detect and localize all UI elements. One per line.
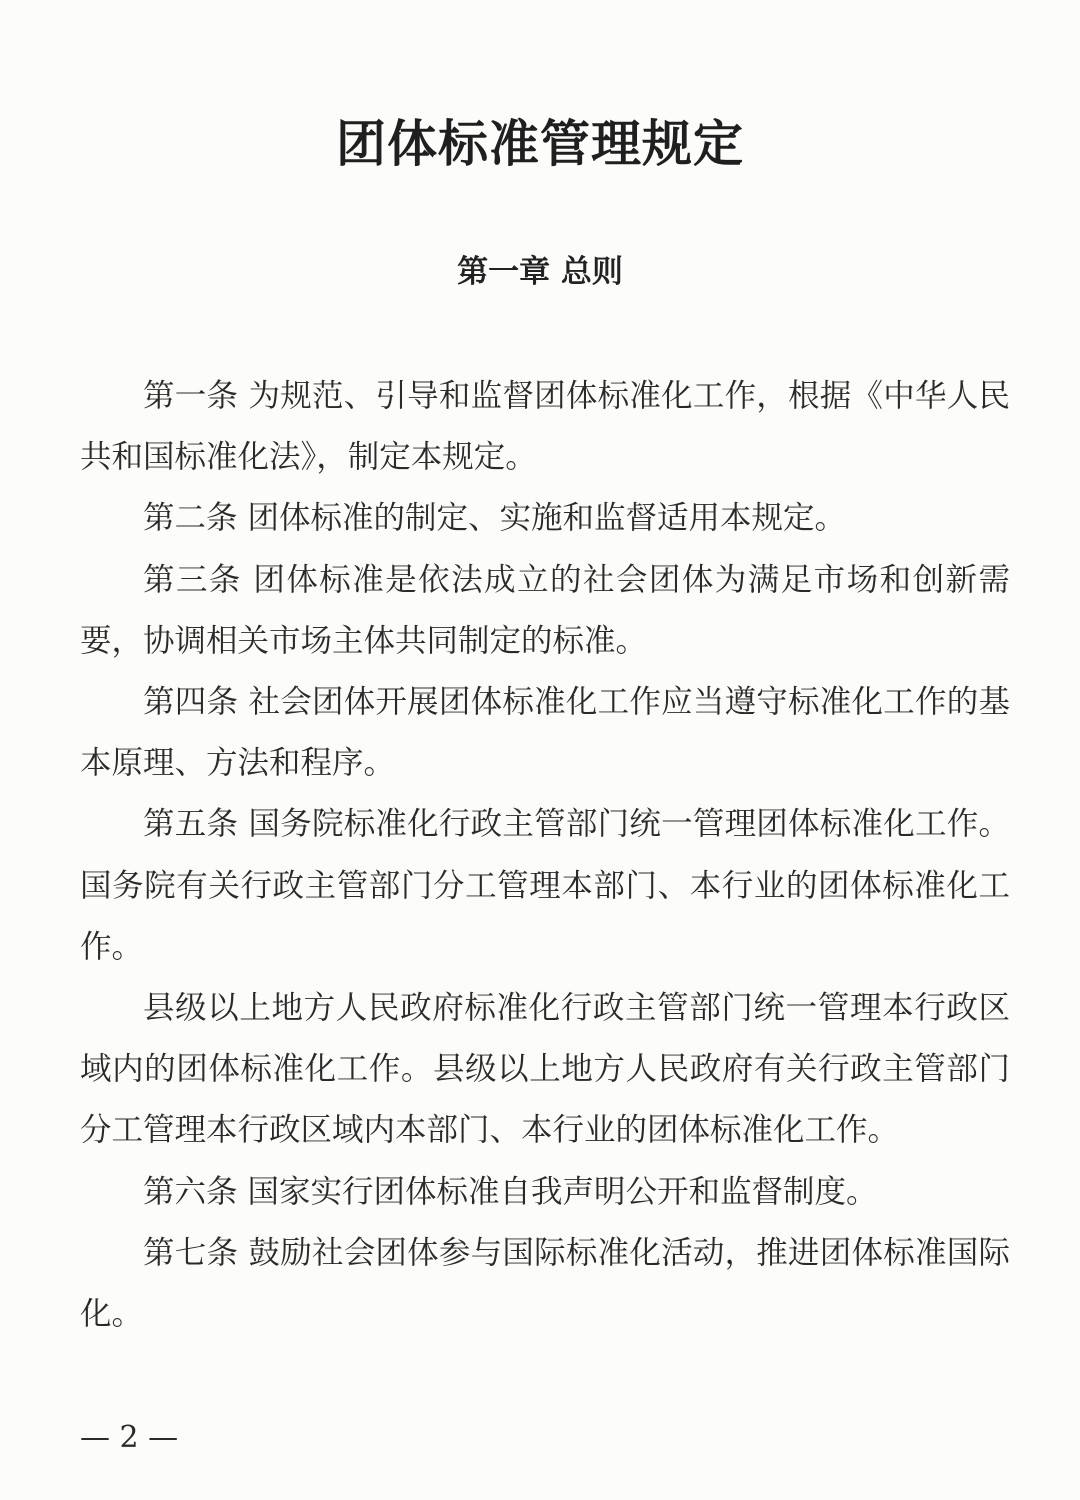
chapter-heading: 第一章 总则 xyxy=(457,254,623,290)
article-4-paragraph: 第四条 社会团体开展团体标准化工作应当遵守标准化工作的基本原理、方法和程序。 xyxy=(80,684,1010,782)
article-7-paragraph: 第七条 鼓励社会团体参与国际标准化活动，推进团体标准国际化。 xyxy=(80,1234,1010,1333)
document-body xyxy=(80,366,1010,1345)
article-1-paragraph: 第一条 为规范、引导和监督团体标准化工作，根据《中华人民共和国标准化法》，制定本规定。 xyxy=(80,378,1010,476)
article-2-paragraph: 第二条 团体标准的制定、实施和监督适用本规定。 xyxy=(143,500,847,537)
document-title: 团体标准管理规定 xyxy=(336,115,744,173)
article-3-paragraph: 第三条 团体标准是依法成立的社会团体为满足市场和创新需要，协调相关市场主体共同制定的标准。 xyxy=(80,561,1010,659)
article-5-continuation-paragraph: 县级以上地方人民政府标准化行政主管部门统一管理本行政区域内的团体标准化工作。县级以上地方人民政府有关行政主管部门分工管理本行政区域内本部门、本行业的团体标准化工作。 xyxy=(80,990,1010,1149)
article-5-paragraph: 第五条 国务院标准化行政主管部门统一管理团体标准化工作。国务院有关行政主管部门分工管理本部门、本行业的团体标准化工作。 xyxy=(80,806,1010,965)
page-number: — 2 — xyxy=(80,1420,179,1455)
article-6-paragraph: 第六条 国家实行团体标准自我声明公开和监督制度。 xyxy=(143,1173,878,1210)
